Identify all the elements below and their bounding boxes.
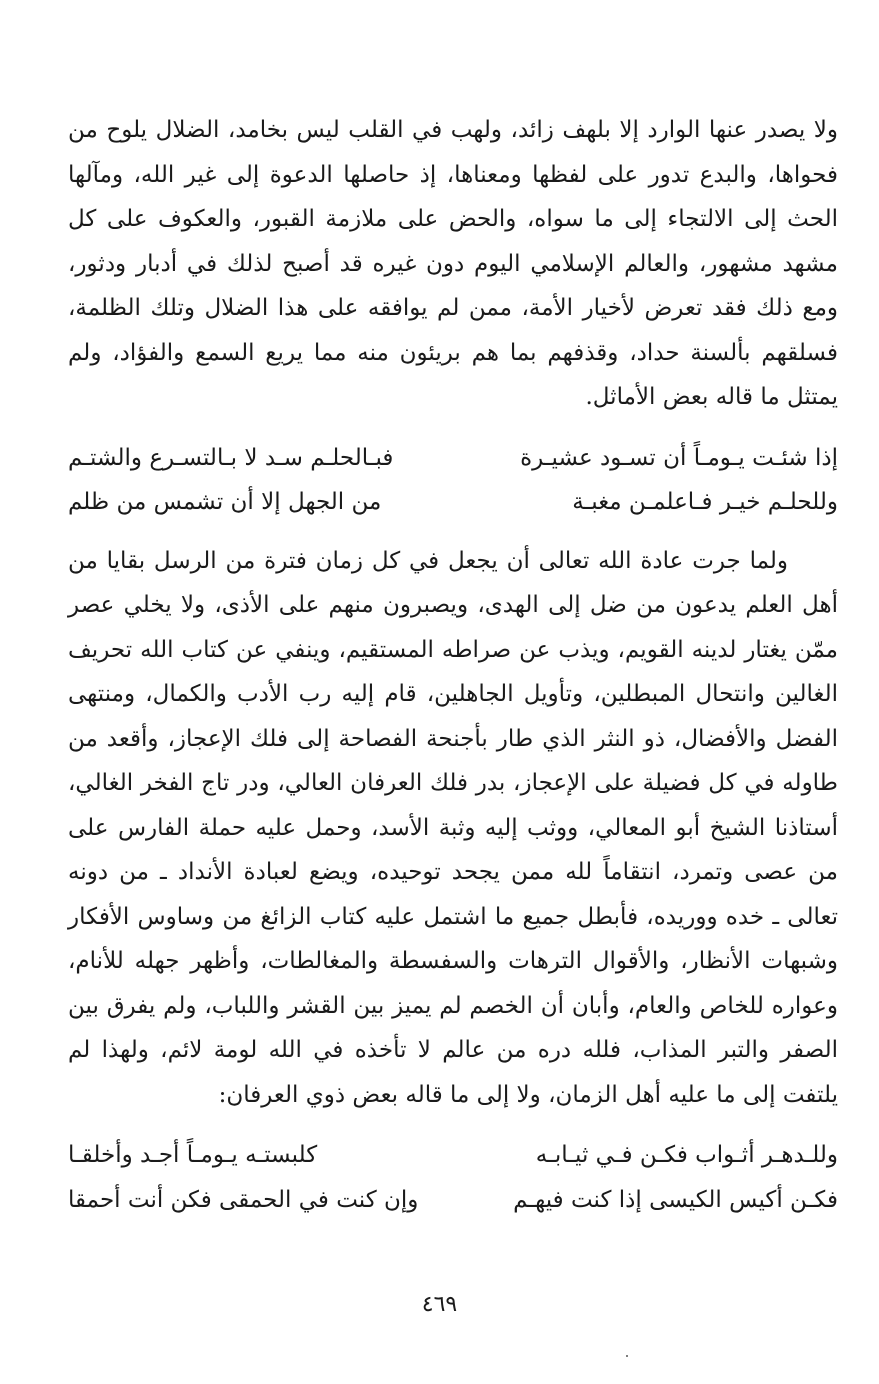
- poem-block-2: [68, 1133, 838, 1222]
- verse-line: [68, 1178, 838, 1223]
- page-body: [68, 108, 838, 1236]
- verse-line: [68, 1133, 838, 1178]
- verse-first-hemistich: وللحلـم خيـر فـاعلمـن مغبـة: [572, 489, 838, 515]
- poem-block-1: [68, 436, 838, 525]
- verse-first-hemistich: وللـدهـر أثـواب فكـن فـي ثيـابـه: [535, 1142, 838, 1168]
- paragraph-1: ولا يصدر عنها الوارد إلا بلهف زائد، ولهب في القلب ليس بخامد، الضلال يلوح من فحواها، والبدع تدور على لفظها ومعناها، إذ حاصلها الدعوة إلى غير الله، ومآلها الحث إلى الالتجاء إلى ما سواه، والحض على ملازمة القبور، والعكوف على كل مشهد مشهور، والعالم الإسلامي اليوم دون غيره قد أصبح لذلك في أدبار ودثور، ومع ذلك فقد تعرض لأخيار الأمة، ممن لم يوافقه على هذا الضلال وتلك الظلمة، فسلقهم بألسنة حداد، وقذفهم بما هم بريئون منه مما يريع السمع والفؤاد، ولم يمتثل ما قاله بعض الأماثل.: [68, 117, 838, 410]
- verse-first-hemistich: إذا شئـت يـومـاً أن تسـود عشيـرة: [520, 444, 838, 471]
- verse-second-hemistich: وإن كنت في الحمقى فكن أنت أحمقا: [68, 1186, 419, 1213]
- verse-line: [68, 436, 838, 481]
- verse-line: [68, 480, 838, 525]
- verse-first-hemistich: فكـن أكيس الكيسى إذا كنت فيهـم: [513, 1186, 838, 1213]
- verse-second-hemistich: كلبستـه يـومـاً أجـد وأخلقـا: [68, 1142, 318, 1168]
- page-number: ٤٦٩: [421, 1292, 458, 1317]
- verse-second-hemistich: فبـالحلـم سـد لا بـالتسـرع والشتـم: [68, 444, 394, 471]
- verse-second-hemistich: من الجهل إلا أن تشمس من ظلم: [68, 489, 382, 515]
- paragraph-2: ولما جرت عادة الله تعالى أن يجعل في كل زمان فترة من الرسل بقايا من أهل العلم يدعون من ضل إلى الهدى، ويصبرون منهم على الأذى، ولا يخلي عصر ممّن يغتار لدينه القويم، ويذب عن صراطه المستقيم، وينفي عن كتاب الله تحريف الغالين وانتحال المبطلين، وتأويل الجاهلين، قام إليه رب الأدب والكمال، ومنتهى الفضل والأفضال، ذو النثر الذي طار بأجنحة الفصاحة إلى فلك الإعجاز، وأقعد من طاوله في كل فضيلة على الإعجاز، بدر فلك العرفان العالي، ودر تاج الفخر الغالي، أستاذنا الشيخ أبو المعالي، ووثب إليه وثبة الأسد، وحمل عليه حملة الفارس على من عصى وتمرد، انتقاماً لله ممن يجحد توحيده، ويضع لعبادة الأنداد ـ من دونه تعالى ـ خده ووريده، فأبطل جميع ما اشتمل عليه كتاب الزائغ من وساوس الأفكار وشبهات الأنظار، والأقوال الترهات والسفسطة والمغالطات، وأظهر جهله للأنام، وعواره للخاص والعام، وأبان أن الخصم لم يميز بين القشر واللباب، ولم يفرق بين الصفر والتبر المذاب، فلله دره من عالم لا تأخذه في الله لومة لائم، ولهذا لم يلتفت إلى ما عليه أهل الزمان، ولا إلى ما قاله بعض ذوي العرفان:: [68, 547, 838, 1108]
- scan-speck: [626, 1355, 628, 1357]
